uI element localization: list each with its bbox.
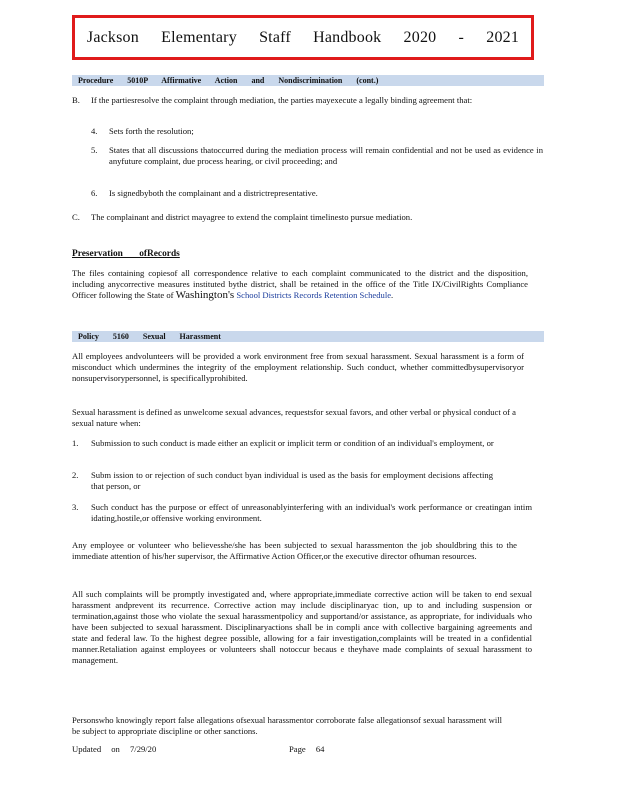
preservation-end: . <box>391 290 394 300</box>
item-c-marker: C. <box>72 212 80 222</box>
handbook-title: Jackson Elementary Staff Handbook 2020 - 2021 <box>72 15 534 60</box>
harassment-paragraph-5: Personswho knowingly report false allegations ofsexual harassmentor corroborate false allegationsof sexual harassment will be subject to appropriate discipline or other sanctions. <box>72 715 502 736</box>
condition-1-text: Submission to such conduct is made either an explicit or implicit term or condition of an individual's employment, or <box>91 438 494 448</box>
item-b-marker: B. <box>72 95 80 105</box>
records-retention-link[interactable]: School Districts Records Retention Schedule <box>236 290 392 300</box>
section-bar-policy-5160: Policy 5160 Sexual Harassment <box>72 331 544 342</box>
harassment-paragraph-1: All employees andvolunteers will be provided a work environment free from sexual harassment. Sexual harassment is a form of misconduct which undermines the integrity of the employment relationship. Such conduct, whether committedbysupervisoryor nonsupervisorypersonnel, is specificallyprohibited. <box>72 351 524 383</box>
harassment-paragraph-2: Sexual harassment is defined as unwelcome sexual advances, requestsfor sexual favors, and other verbal or physical conduct of a sexual nature when: <box>72 407 516 428</box>
item-c-text: The complainant and district mayagree to extend the complaint timelinesto pursue mediation. <box>91 212 413 222</box>
sub-item-4-text: Sets forth the resolution; <box>109 126 194 136</box>
condition-2-text: Subm ission to or rejection of such conduct byan individual is used as the basis for employment decisions affecting that person, or <box>91 470 493 491</box>
state-name: Washington's <box>175 289 235 301</box>
harassment-paragraph-3: Any employee or volunteer who believesshe/she has been subjected to sexual harassmenton the job shouldbring this to the immediate attention of his/her supervisor, the Affirmative Action Officer,or the executive director ofhuman resources. <box>72 540 517 561</box>
section-bar-procedure-5010p: Procedure 5010P Affirmative Action and Nondiscrimination (cont.) <box>72 75 544 86</box>
condition-3-text: Such conduct has the purpose or effect of unreasonablyinterfering with an individual's work performance or creatingan intim idating,hostile,or offensive working environment. <box>91 502 532 523</box>
harassment-paragraph-4: All such complaints will be promptly investigated and, where appropriate,immediate corrective action will be taken to end sexual harassment andprevent its recurrence. Corrective action may include disciplinaryac tion, up to and including suspension or termination,against those who violate the sexual harassmentpolicy and supportand/or assistance, as appropriate, for individuals who have been subjected to sexual harassment. Disciplinaryactions shall be in compli ance with collective bargaining agreements and state and federal law. To the highest degree possible, allowing for a fair investigation,complaints will be treated in a confidential manner.Retaliation against employees or volunteers shall notoccur becaus e theyhave made complaints of sexual harassment to management. <box>72 589 532 665</box>
sub-item-6-marker: 6. <box>91 188 98 198</box>
sub-item-4-marker: 4. <box>91 126 98 136</box>
condition-2-marker: 2. <box>72 470 79 480</box>
sub-item-5-text: States that all discussions thatoccurred during the mediation process will remain confidential and not be used as evidence in anyfuture complaint, due process hearing, or civil proceeding; and <box>109 145 543 166</box>
sub-item-6-text: Is signedbyboth the complainant and a districtrepresentative. <box>109 188 318 198</box>
sub-item-5-marker: 5. <box>91 145 98 155</box>
page-number: Page 64 <box>289 744 325 754</box>
condition-1-marker: 1. <box>72 438 79 448</box>
preservation-paragraph <box>72 268 528 301</box>
updated-date: Updated on 7/29/20 <box>72 744 157 754</box>
preservation-heading: Preservation ofRecords <box>72 249 180 259</box>
preservation-text: The files containing copiesof all correspondence relative to each complaint communicated to the district and the disposition, including anycorrective measures instituted bythe district, shall be retained in the office of the Title IX/CivilRights Compliance Officer following the State of <box>72 268 528 300</box>
condition-3-marker: 3. <box>72 502 79 512</box>
item-b-text: If the partiesresolve the complaint through mediation, the parties mayexecute a legally binding agreement that: <box>91 95 473 105</box>
